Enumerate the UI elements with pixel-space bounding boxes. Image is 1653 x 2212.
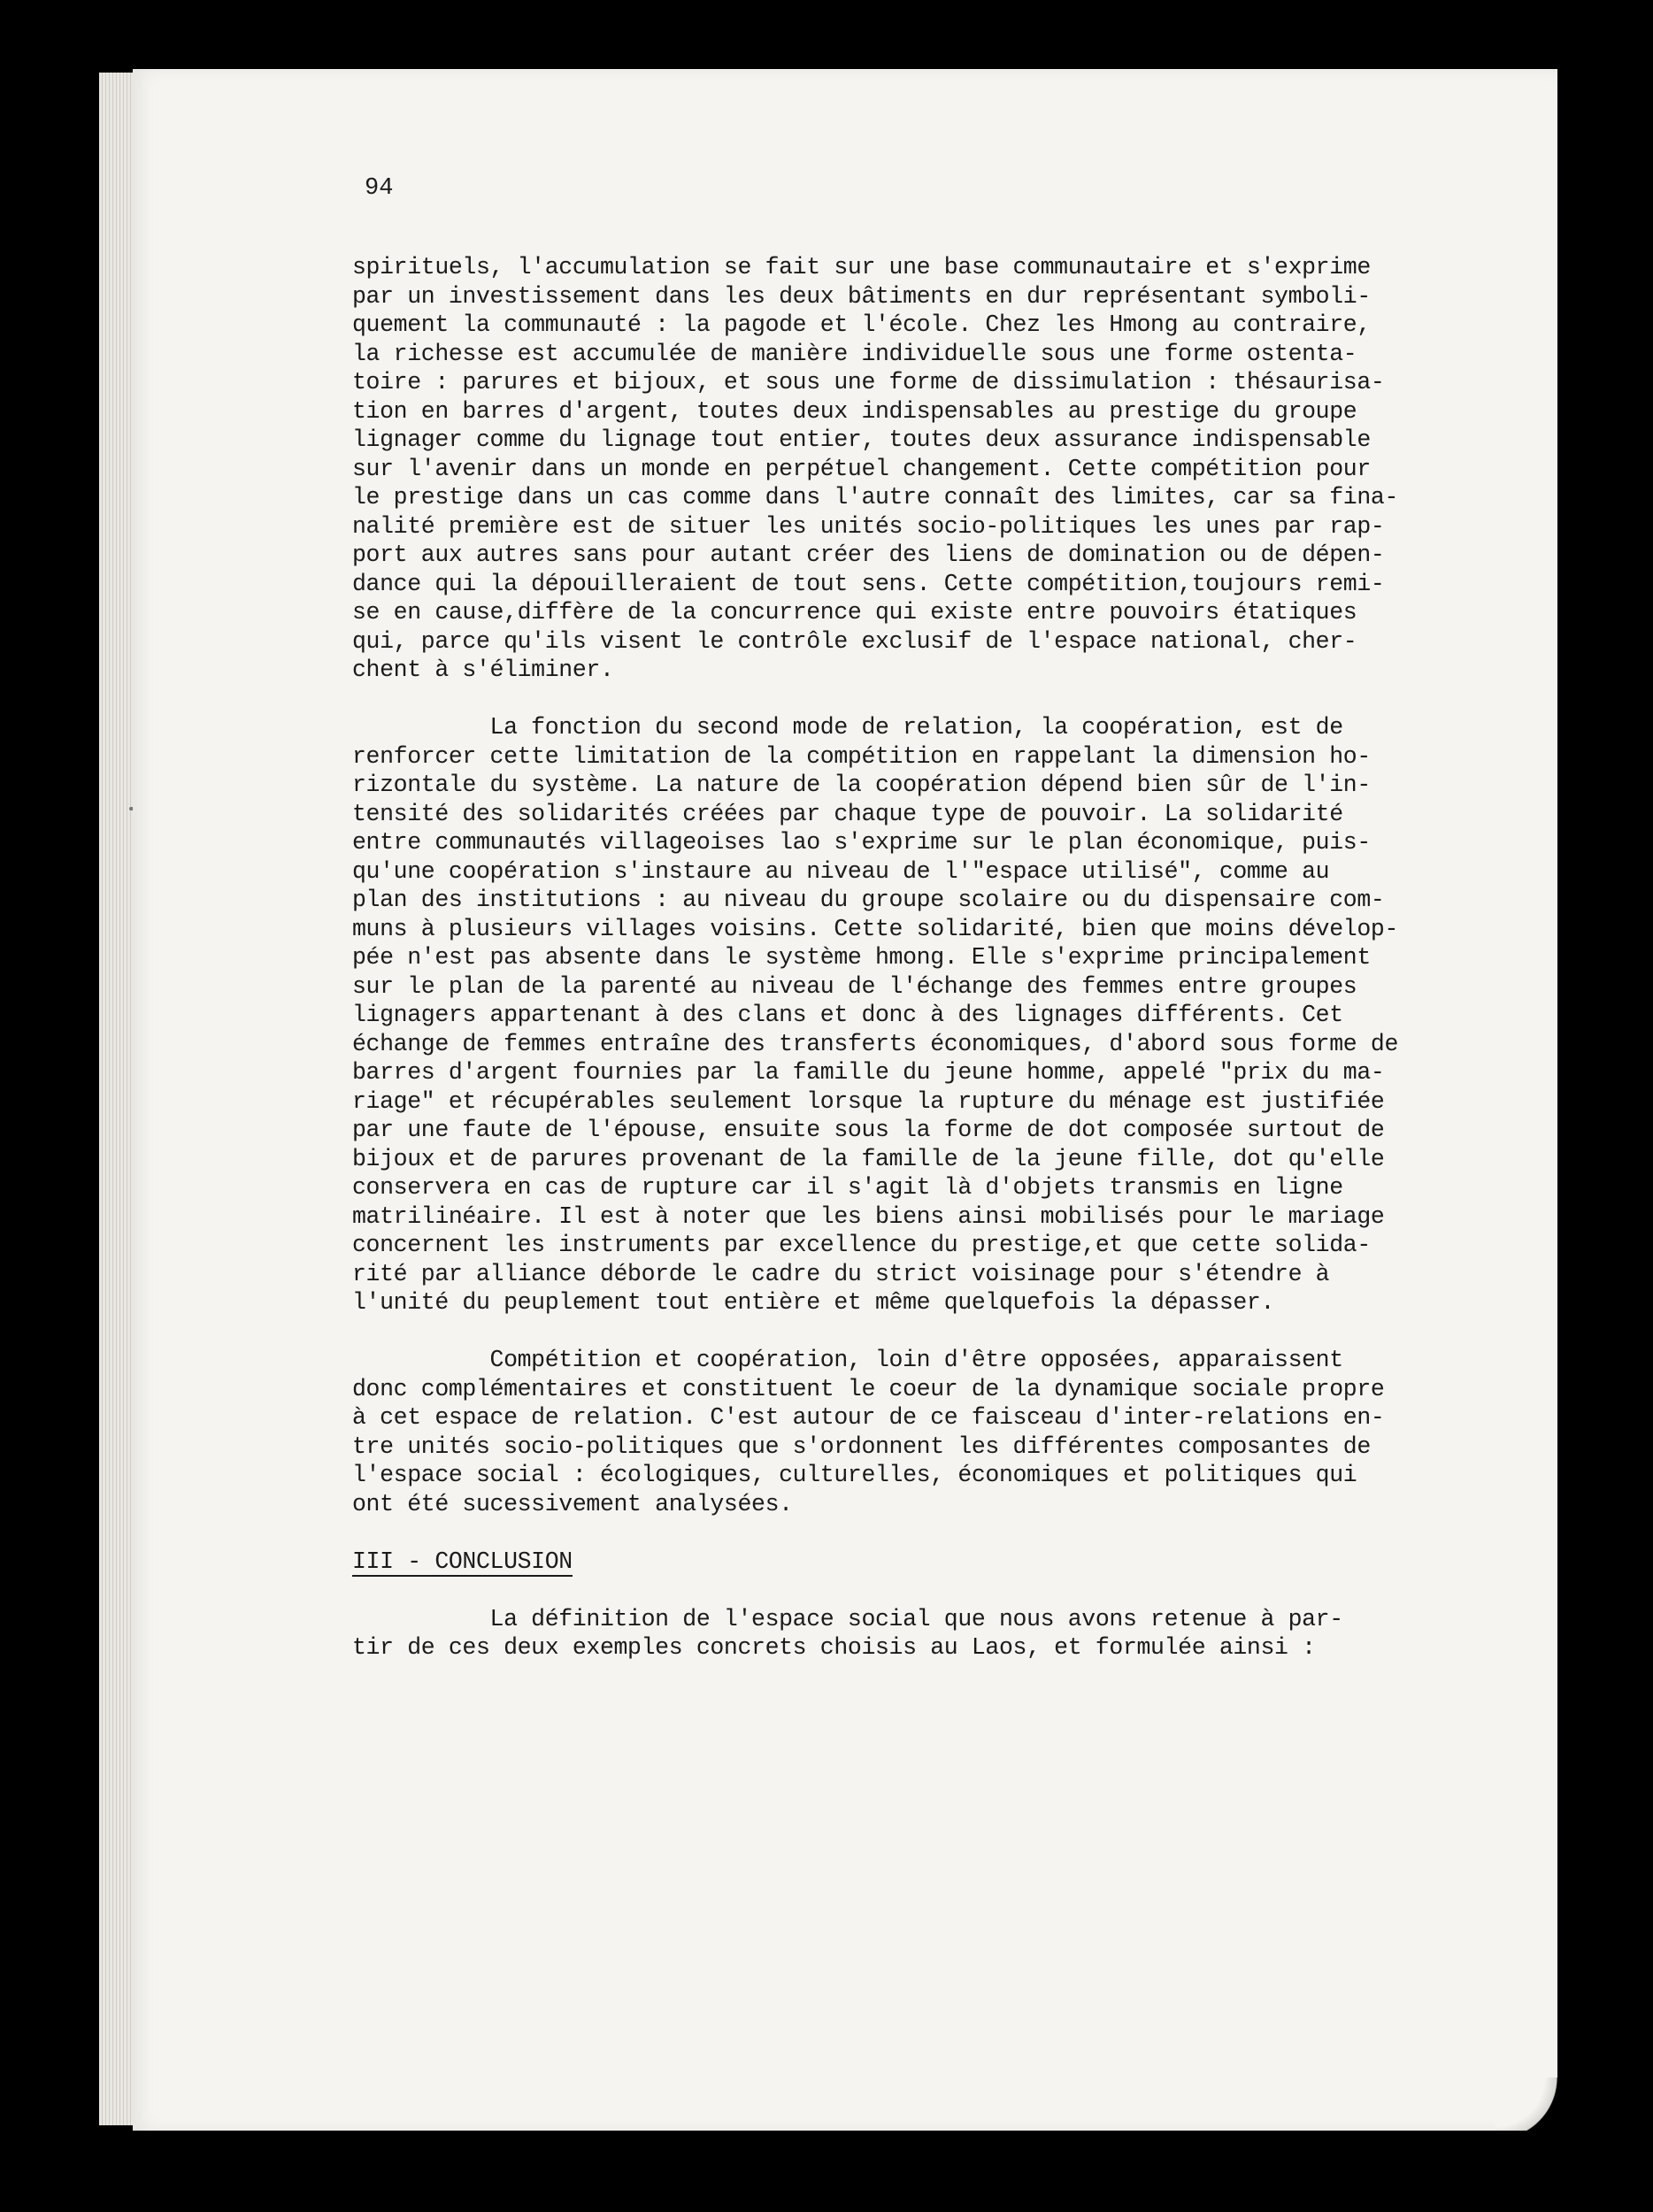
paragraph: Compétition et coopération, loin d'être opposées, apparaissent donc complémentaires et constituent le coeur de la dynamique sociale propre à cet espace de relation. C'est autour de ce faisceau d'inter-relations en- tre unités socio-politiques que s'ordonnent les différentes composantes de l'espace social : écologiques, culturelles, économiques et politiques qui ont été sucessivement analysées. — [352, 1347, 1385, 1517]
page-corner — [1495, 2078, 1557, 2131]
paragraph: spirituels, l'accumulation se fait sur une base communautaire et s'exprime par un investissement dans les deux bâtiments en dur représentant symboli- quement la communauté : la pagode et l'école. Chez les Hmong au contraire, la richesse est accumulée de manière individuelle sous une forme ostenta- toire : parures et bijoux, et sous une forme de dissimulation : thésaurisa- tion en barres d'argent, toutes deux indispensables au prestige du groupe lignager comme du lignage tout entier, toutes deux assurance indispensable sur l'avenir dans un monde en perpétuel changement. Cette compétition pour le prestige dans un cas comme dans l'autre connaît des limites, car sa fina- nalité première est de situer les unités socio-politiques les unes par rap- port aux autres sans pour autant créer des liens de domination ou de dépen- dance qui la dépouilleraient de tout sens. Cette compétition,toujours remi- se en cause,diffère de la concurrence qui existe entre pouvoirs étatiques qui, parce qu'ils visent le contrôle exclusif de l'espace national, cher- chent à s'éliminer. — [352, 254, 1398, 683]
body-text — [352, 253, 1414, 1663]
section-heading — [352, 1548, 1414, 1577]
section-heading-text: III - CONCLUSION — [352, 1548, 573, 1575]
paragraph: La fonction du second mode de relation, la coopération, est de renforcer cette limitation de la compétition en rappelant la dimension ho- rizontale du système. La nature de la coopération dépend bien sûr de l'in- tensité des solidarités créées par chaque type de pouvoir. La solidarité entre communautés villageoises lao s'exprime sur le plan économique, puis- qu'une coopération s'instaure au niveau de l'"espace utilisé", comme au plan des institutions : au niveau du groupe scolaire ou du dispensaire com- muns à plusieurs villages voisins. Cette solidarité, bien que moins dévelop- pée n'est pas absente dans le système hmong. Elle s'exprime principalement sur le plan de la parenté au niveau de l'échange des femmes entre groupes lignagers appartenant à des clans et donc à des lignages différents. Cet échange de femmes entraîne des transferts économiques, d'abord sous forme de barres d'argent fournies par la famille du jeune homme, appelé "prix du ma- riage" et récupérables seulement lorsque la rupture du ménage est justifiée par une faute de l'épouse, ensuite sous la forme de dot composée surtout de bijoux et de parures provenant de la famille de la jeune fille, dot qu'elle conservera en cas de rupture car il s'agit là d'objets transmis en ligne matrilinéaire. Il est à noter que les biens ainsi mobilisés pour le mariage concernent les instruments par excellence du prestige,et que cette solida- rité par alliance déborde le cadre du strict voisinage pour s'étendre à l'unité du peuplement tout entière et même quelquefois la dépasser. — [352, 714, 1398, 1316]
paragraph: La définition de l'espace social que nous avons retenue à par- tir de ces deux exemples concrets choisis au Laos, et formulée ainsi : — [352, 1605, 1343, 1661]
page-number: 94 — [365, 175, 394, 202]
